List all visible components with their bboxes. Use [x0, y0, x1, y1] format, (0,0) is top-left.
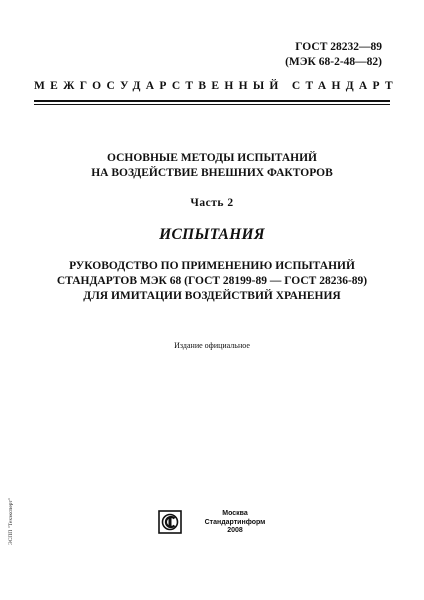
- gost-code: ГОСТ 28232—89: [295, 41, 382, 53]
- main-title-line: ОСНОВНЫЕ МЕТОДЫ ИСПЫТАНИЙ: [107, 152, 317, 164]
- edition-note: Издание официальное: [174, 341, 250, 350]
- publisher-city: Москва: [222, 510, 248, 517]
- publisher-block: [158, 510, 282, 550]
- subtitle: [0, 259, 424, 304]
- main-title: [0, 151, 424, 181]
- publisher-name: Стандартинформ: [204, 518, 266, 526]
- subtitle-line: РУКОВОДСТВО ПО ПРИМЕНЕНИЮ ИСПЫТАНИЙ: [69, 260, 355, 272]
- subtitle-line: СТАНДАРТОВ МЭК 68 (ГОСТ 28199-89 — ГОСТ 28236-89): [56, 275, 368, 287]
- header-rule-thin: [34, 104, 390, 105]
- part-label: Часть 2: [190, 197, 234, 209]
- iec-code: (МЭК 68-2-48—82): [285, 56, 382, 68]
- main-title-line: НА ВОЗДЕЙСТВИЕ ВНЕШНИХ ФАКТОРОВ: [91, 167, 333, 179]
- publisher-text: [192, 510, 278, 536]
- side-watermark-text: ЭСПП "Техэксперт": [8, 497, 14, 545]
- standartinform-logo-icon: [158, 510, 182, 534]
- standard-type-heading: МЕЖГОСУДАРСТВЕННЫЙ СТАНДАРТ: [34, 80, 398, 92]
- standard-code-block: [285, 40, 382, 70]
- part-title: ИСПЫТАНИЯ: [159, 226, 265, 243]
- header-rule-thick: [34, 100, 390, 102]
- publisher-year: 2008: [227, 527, 243, 534]
- subtitle-line: ДЛЯ ИМИТАЦИИ ВОЗДЕЙСТВИЙ ХРАНЕНИЯ: [83, 290, 341, 302]
